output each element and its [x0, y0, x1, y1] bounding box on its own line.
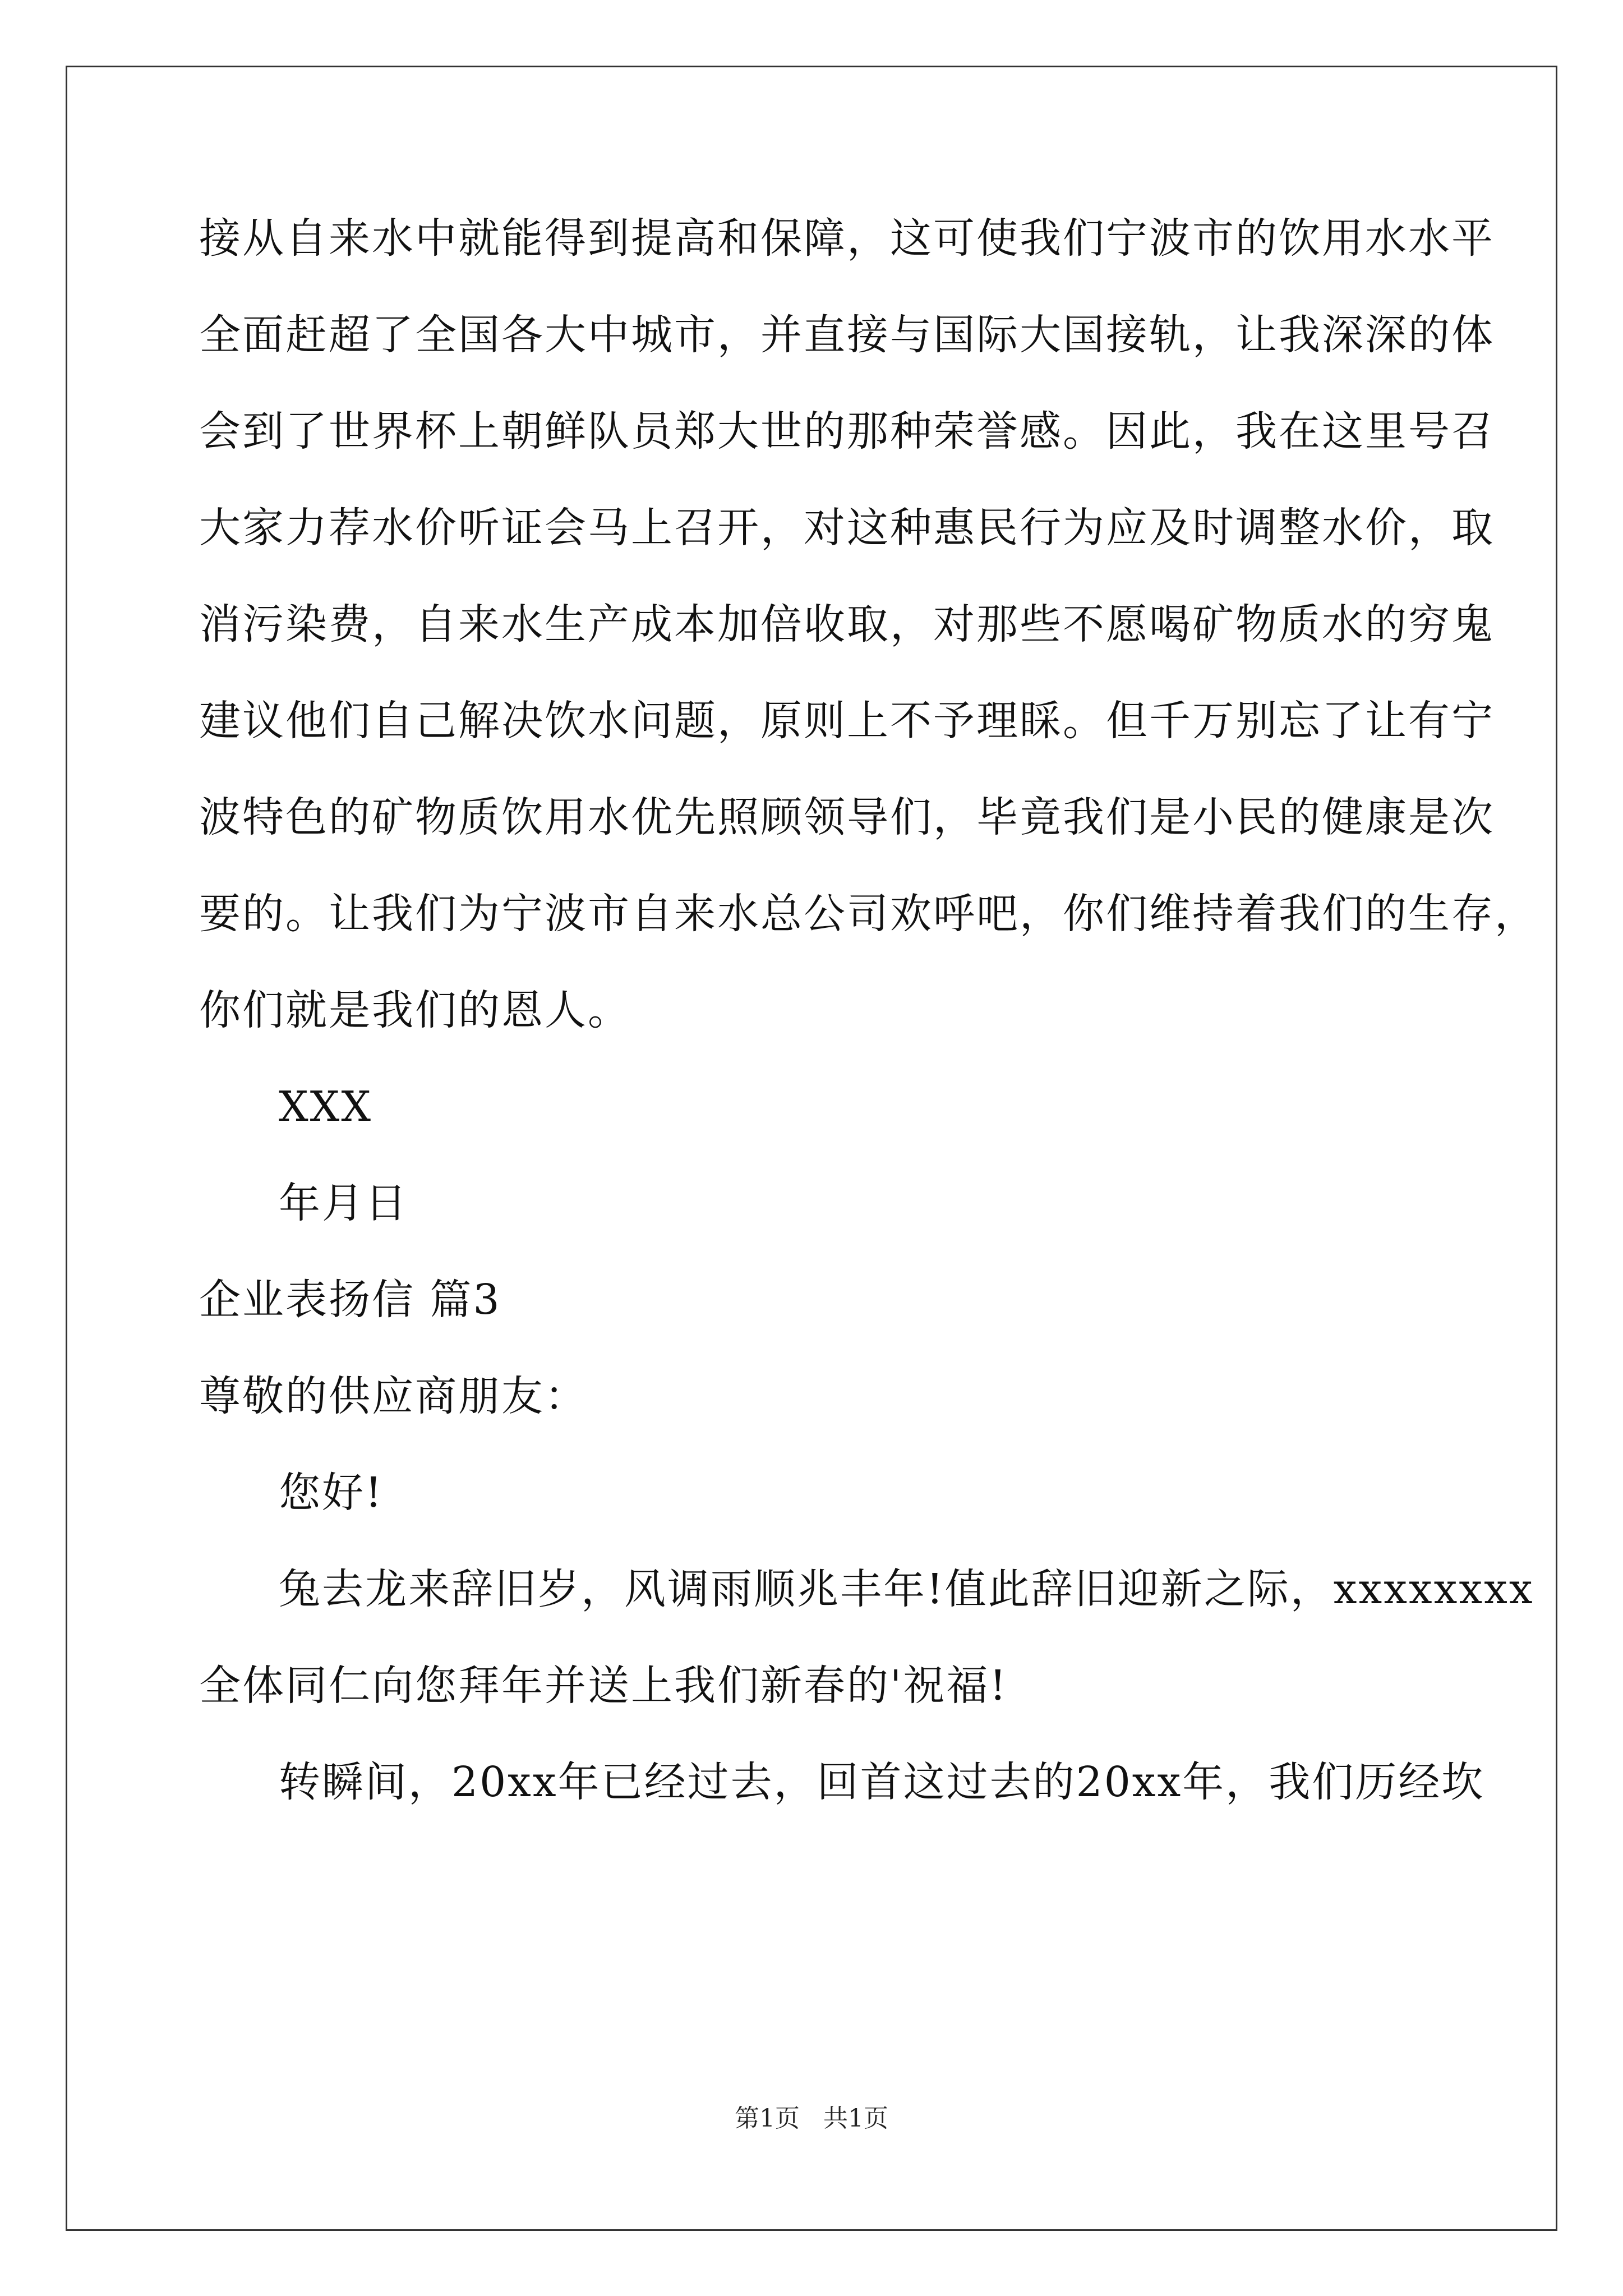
paragraph-line: 转瞬间，20xx年已经过去，回首这过去的20xx年，我们历经坎	[279, 1758, 1485, 1806]
paragraph-line: 消污染费，自来水生产成本加倍收取，对那些不愿喝矿物质水的穷鬼	[199, 600, 1495, 648]
paragraph-line: 波特色的矿物质饮用水优先照顾领导们，毕竟我们是小民的健康是次	[199, 793, 1495, 841]
paragraph-line: 要的。让我们为宁波市自来水总公司欢呼吧，你们维持着我们的生存，	[199, 890, 1538, 938]
paragraph-line: 接从自来水中就能得到提高和保障，这可使我们宁波市的饮用水水平	[199, 214, 1495, 263]
greeting: 您好!	[279, 1469, 384, 1517]
paragraph-line: 大家力荐水价听证会马上召开，对这种惠民行为应及时调整水价，取	[199, 504, 1495, 552]
paragraph-line: 你们就是我们的恩人。	[199, 986, 631, 1034]
signature-date: 年月日	[279, 1179, 408, 1227]
paragraph-line: 会到了世界杯上朝鲜队员郑大世的那种荣誉感。因此，我在这里号召	[199, 407, 1495, 455]
paragraph-line: 全体同仁向您拜年并送上我们新春的'祝福!	[199, 1662, 1008, 1710]
paragraph-line: 兔去龙来辞旧岁，风调雨顺兆丰年!值此辞旧迎新之际，xxxxxxxx	[279, 1565, 1534, 1613]
signature-name: XXX	[279, 1083, 373, 1131]
page-number-footer: 第1页 共1页	[735, 2104, 888, 2133]
document-body	[199, 214, 1538, 1858]
paragraph-line: 全面赶超了全国各大中城市，并直接与国际大国接轨，让我深深的体	[199, 311, 1495, 359]
paragraph-line: 建议他们自己解决饮水问题，原则上不予理睬。但千万别忘了让有宁	[199, 697, 1495, 745]
section-heading: 企业表扬信 篇3	[199, 1276, 501, 1324]
salutation: 尊敬的供应商朋友：	[199, 1372, 588, 1420]
